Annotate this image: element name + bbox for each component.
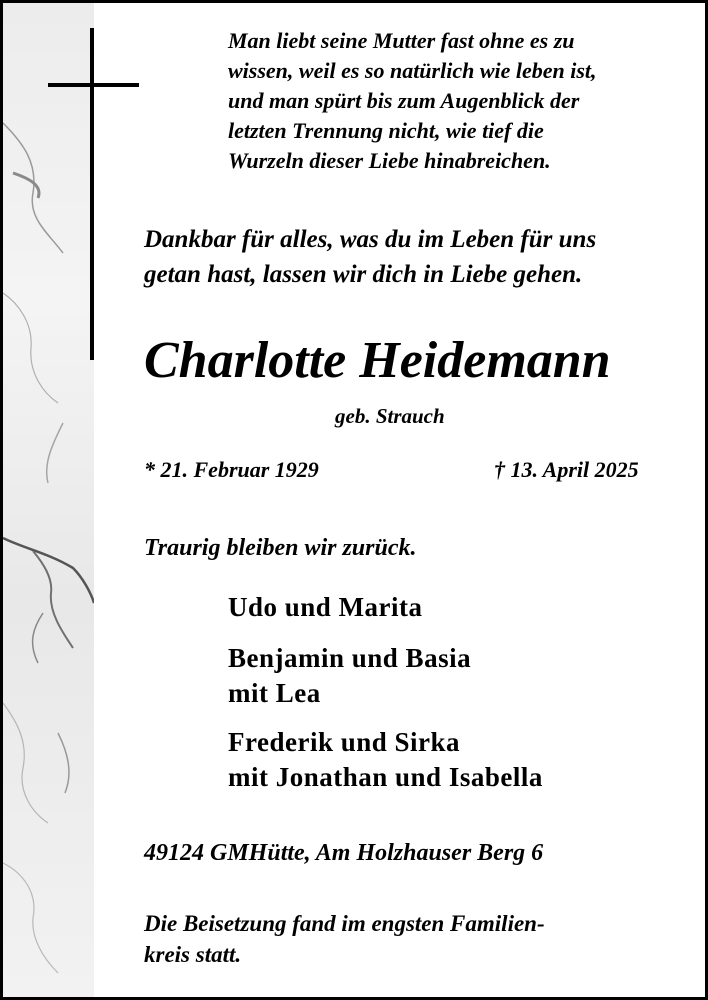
thanks-line: Dankbar für alles, was du im Leben für uns — [144, 226, 597, 253]
quote — [228, 26, 597, 176]
death-date: † 13. April 2025 — [494, 457, 639, 482]
quote-line: und man spürt bis zum Augenblick der — [228, 88, 580, 113]
thanks-text — [144, 222, 596, 292]
funeral-line: kreis statt. — [144, 942, 242, 967]
cross-icon-bar — [48, 83, 139, 87]
quote-line: Wurzeln dieser Liebe hinabreichen. — [228, 148, 551, 173]
quote-line: Man liebt seine Mutter fast ohne es zu — [228, 28, 575, 53]
family-line: Udo und Marita — [228, 592, 423, 622]
family-line: mit Jonathan und Isabella — [228, 762, 543, 792]
funeral-line: Die Beisetzung fand im engsten Familien- — [144, 911, 545, 936]
thanks-line: getan hast, lassen wir dich in Liebe gehen. — [144, 261, 583, 288]
funeral-note — [144, 908, 545, 970]
family-group — [228, 641, 471, 711]
family-line: Frederik und Sirka — [228, 727, 461, 757]
marble-strip — [3, 3, 94, 997]
maiden-name: geb. Strauch — [335, 404, 445, 428]
marble-texture — [3, 3, 94, 997]
mourners-intro: Traurig bleiben wir zurück. — [144, 535, 417, 561]
family-group — [228, 592, 423, 623]
deceased-name: Charlotte Heidemann — [144, 332, 611, 389]
family-group — [228, 725, 543, 795]
cross-icon — [90, 28, 94, 360]
family-line: mit Lea — [228, 678, 321, 708]
address: 49124 GMHütte, Am Holzhauser Berg 6 — [144, 840, 544, 866]
quote-line: wissen, weil es so natürlich wie leben ist, — [228, 58, 597, 83]
birth-date: * 21. Februar 1929 — [144, 457, 319, 482]
quote-line: letzten Trennung nicht, wie tief die — [228, 118, 544, 143]
family-line: Benjamin und Basia — [228, 643, 472, 673]
